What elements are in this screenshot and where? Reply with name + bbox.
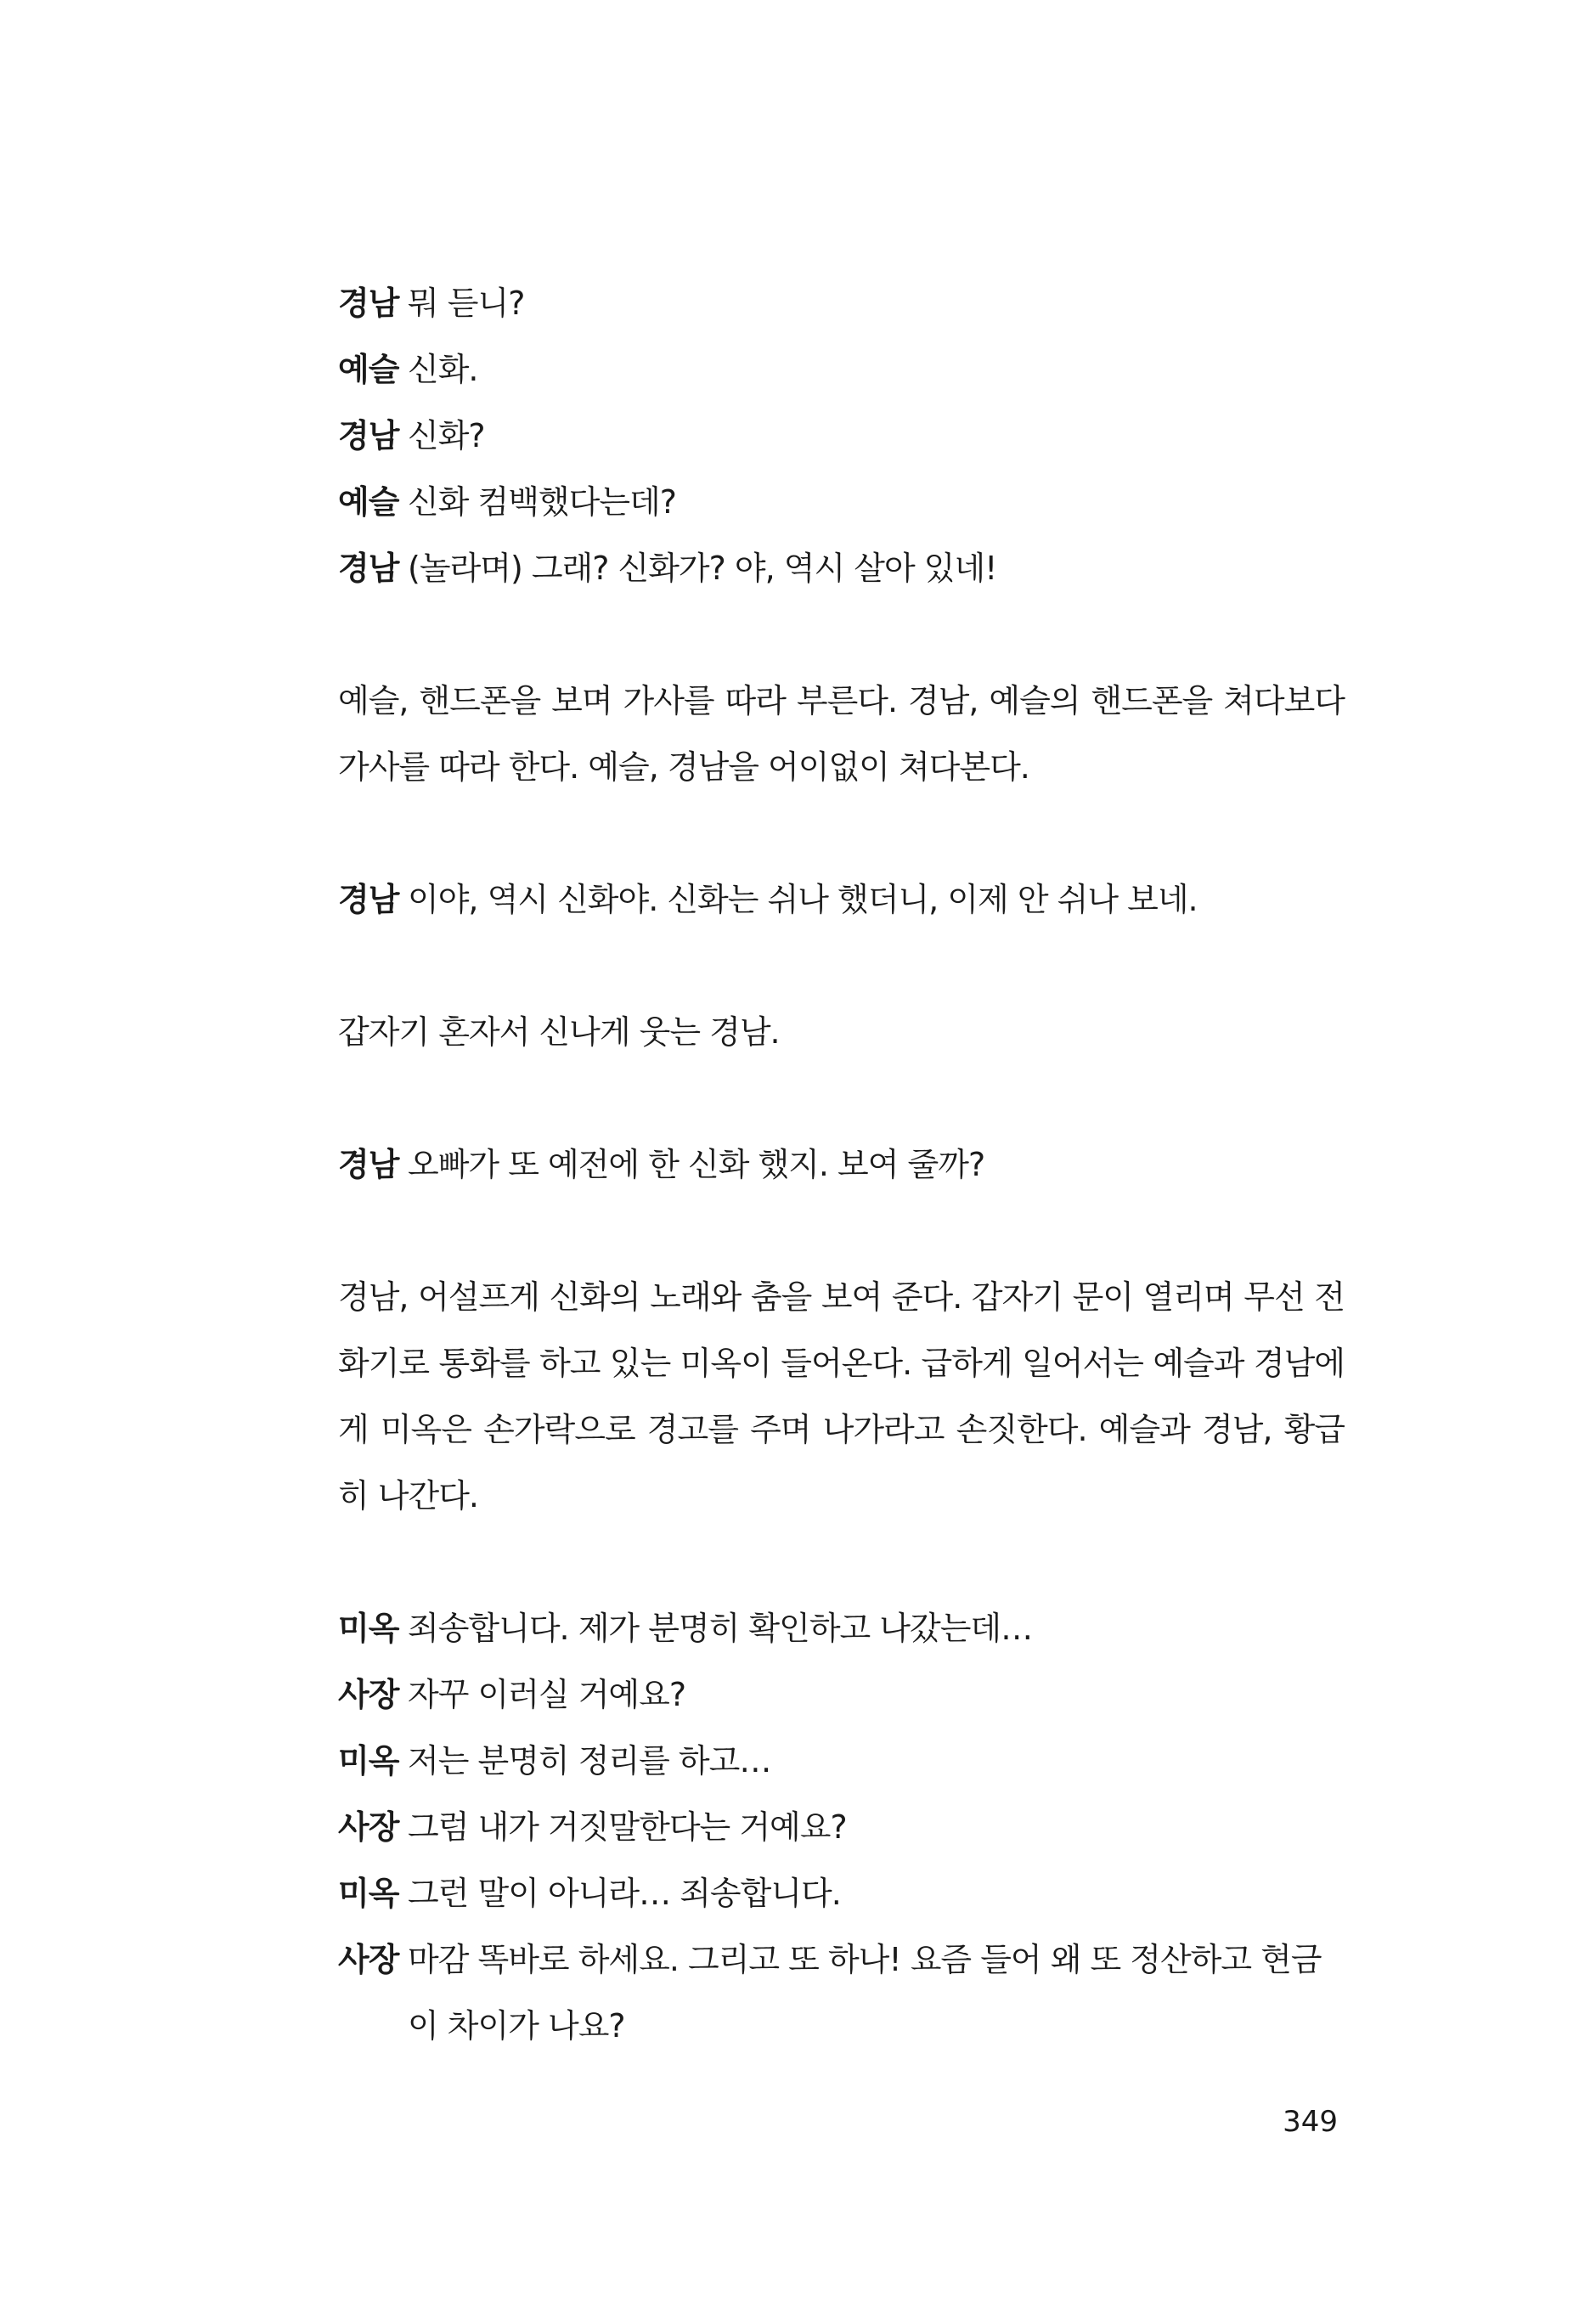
speaker-name: 경남 (338, 550, 399, 587)
dialogue-line (338, 1926, 1345, 2059)
dialogue-line (338, 1595, 1345, 1661)
dialogue-text: 자꾸 이러실 거예요? (408, 1676, 685, 1713)
dialogue-line (338, 270, 1345, 336)
dialogue-line (338, 1661, 1345, 1728)
dialogue-text: 죄송합니다. 제가 분명히 확인하고 나갔는데… (408, 1610, 1033, 1647)
dialogue-text: 뭐 듣니? (408, 285, 525, 322)
paragraph-gap (338, 1065, 1345, 1131)
speaker-name: 미옥 (338, 1742, 399, 1780)
dialogue-text: 오빠가 또 예전에 한 신화 했지. 보여 줄까? (408, 1146, 985, 1183)
dialogue-text: 저는 분명히 정리를 하고… (408, 1742, 771, 1780)
paragraph-gap (338, 1529, 1345, 1595)
dialogue-text: (놀라며) 그래? 신화가? 야, 역시 살아 있네! (408, 550, 997, 587)
speaker-name: 예슬 (338, 483, 399, 521)
speaker-name: 사장 (338, 1808, 399, 1846)
speaker-name: 경남 (338, 285, 399, 322)
speaker-name: 미옥 (338, 1875, 399, 1912)
dialogue-line (338, 469, 1345, 535)
stage-direction: 갑자기 혼자서 신나게 웃는 경남. (338, 1013, 780, 1051)
dialogue-text: 신화 컴백했다는데? (408, 483, 676, 521)
stage-direction: 경남, 어설프게 신화의 노래와 춤을 보여 준다. 갑자기 문이 열리며 무선 전화기로 통화를 하고 있는 미옥이 들어온다. 급하게 일어서는 예슬과 경남에게 미옥은 손가락으로 경고를 주며 나가라고 손짓한다. 예슬과 경남, 황급히 나간다. (338, 1278, 1345, 1514)
dialogue-line (338, 1728, 1345, 1794)
speaker-name: 경남 (338, 417, 399, 454)
dialogue-line (338, 1794, 1345, 1860)
dialogue-line (338, 1860, 1345, 1926)
speaker-name: 예슬 (338, 351, 399, 388)
script-page (338, 270, 1345, 2059)
paragraph-gap (338, 601, 1345, 668)
dialogue-text: 그럼 내가 거짓말한다는 거예요? (408, 1808, 847, 1846)
dialogue-text: 신화? (408, 417, 485, 454)
dialogue-text: 신화. (408, 351, 478, 388)
speaker-name: 미옥 (338, 1610, 399, 1647)
dialogue-line (338, 866, 1345, 933)
paragraph-gap (338, 800, 1345, 866)
dialogue-line (338, 336, 1345, 403)
paragraph-gap (338, 933, 1345, 999)
dialogue-text: 이야, 역시 신화야. 신화는 쉬나 했더니, 이제 안 쉬나 보네. (408, 881, 1198, 918)
page-number: 349 (1283, 2105, 1338, 2139)
speaker-name: 경남 (338, 1146, 399, 1183)
stage-direction: 예슬, 핸드폰을 보며 가사를 따라 부른다. 경남, 예슬의 핸드폰을 쳐다보다 가사를 따라 한다. 예슬, 경남을 어이없이 쳐다본다. (338, 682, 1345, 786)
dialogue-line (338, 403, 1345, 469)
dialogue-text: 그런 말이 아니라… 죄송합니다. (408, 1875, 841, 1912)
dialogue-line (338, 1131, 1345, 1198)
speaker-name: 경남 (338, 881, 399, 918)
dialogue-text: 마감 똑바로 하세요. 그리고 또 하나! 요즘 들어 왜 또 정산하고 현금이 차이가 나요? (408, 1941, 1322, 2045)
speaker-name: 사장 (338, 1941, 399, 1978)
paragraph-gap (338, 1198, 1345, 1264)
speaker-name: 사장 (338, 1676, 399, 1713)
dialogue-line (338, 535, 1345, 601)
